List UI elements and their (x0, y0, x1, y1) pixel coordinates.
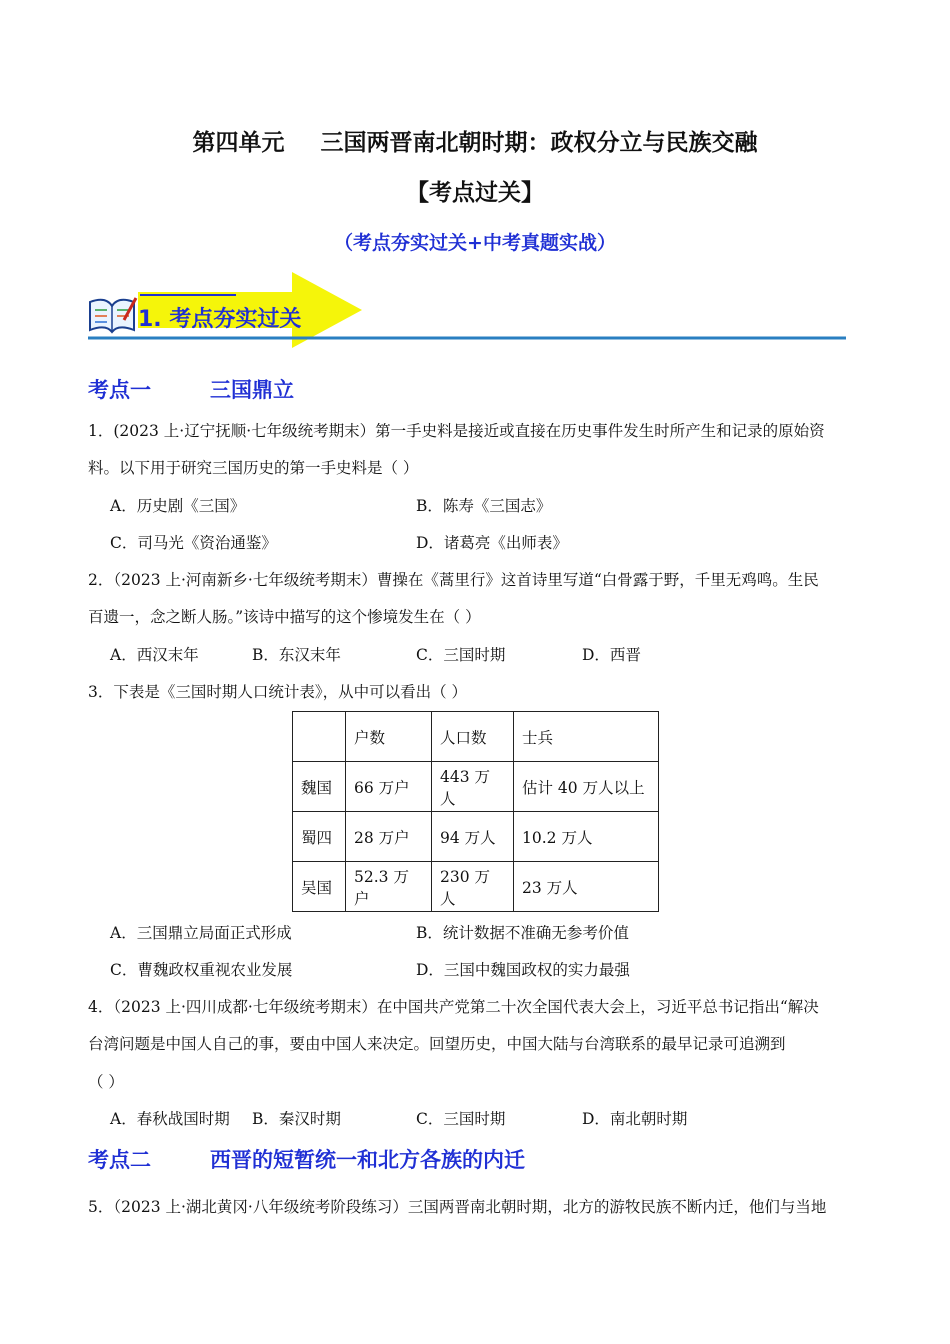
question-2-option-b: B．东汉末年 (252, 646, 341, 664)
question-1-option-a: A．历史剧《三国》 (110, 497, 246, 515)
question-2-option-d: D．西晋 (582, 646, 641, 664)
table-cell: 23 万人 (514, 862, 659, 912)
table-cell: 蜀四 (293, 812, 346, 862)
question-4-option-c: C．三国时期 (416, 1110, 506, 1128)
table-cell: 52.3 万户 (346, 862, 432, 912)
table-cell: 94 万人 (432, 812, 514, 862)
question-1-line-1: 1．(2023 上·辽宁抚顺·七年级统考期末）第一手史料是接近或直接在历史事件发生时所产生和记录的原始资 (88, 422, 825, 440)
table-cell: 魏国 (293, 762, 346, 812)
unit-title: 三国两晋南北朝时期：政权分立与民族交融 (320, 130, 758, 156)
question-4-line-3: （ ） (88, 1073, 124, 1091)
question-2-line-2: 百遗一，念之断人肠。”该诗中描写的这个惨境发生在（ ） (88, 608, 481, 626)
unit-label: 第四单元 (192, 130, 285, 156)
table-row (293, 762, 659, 812)
population-table (292, 711, 659, 912)
question-3-option-c: C．曹魏政权重视农业发展 (110, 961, 293, 979)
table-cell: 28 万户 (346, 812, 432, 862)
question-1-line-2: 料。以下用于研究三国历史的第一手史料是（ ） (88, 459, 419, 477)
question-3-option-d: D．三国中魏国政权的实力最强 (416, 961, 630, 979)
table-header-row (293, 712, 659, 762)
page-subtitle: 【考点过关】 (406, 180, 544, 206)
table-cell: 估计 40 万人以上 (514, 762, 659, 812)
question-2-option-c: C．三国时期 (416, 646, 506, 664)
section-heading-1 (88, 374, 294, 404)
question-4-option-b: B．秦汉时期 (252, 1110, 341, 1128)
table-cell: 66 万户 (346, 762, 432, 812)
table-header-cell: 士兵 (514, 712, 659, 762)
table-header-cell: 户数 (346, 712, 432, 762)
question-3-option-b: B．统计数据不准确无参考价值 (416, 924, 629, 942)
question-4-option-d: D．南北朝时期 (582, 1110, 688, 1128)
table-row (293, 812, 659, 862)
table-cell: 吴国 (293, 862, 346, 912)
section-title: 西晋的短暂统一和北方各族的内迁 (210, 1148, 525, 1172)
question-2-line-1: 2．（2023 上·河南新乡·七年级统考期末）曹操在《蒿里行》这首诗里写道“白骨露于野，千里无鸡鸣。生民 (88, 571, 819, 589)
banner-label: 1. 考点夯实过关 (138, 307, 302, 332)
section-title: 三国鼎立 (210, 378, 294, 402)
question-4-line-2: 台湾问题是中国人自己的事，要由中国人来决定。回望历史，中国大陆与台湾联系的最早记录可追溯到 (88, 1035, 786, 1053)
table-cell: 10.2 万人 (514, 812, 659, 862)
question-1-option-b: B．陈寿《三国志》 (416, 497, 552, 515)
question-1-option-d: D．诸葛亮《出师表》 (416, 534, 568, 552)
table-cell: 443 万人 (432, 762, 514, 812)
table-cell: 230 万人 (432, 862, 514, 912)
question-4-line-1: 4．（2023 上·四川成都·七年级统考期末）在中国共产党第二十次全国代表大会上，习近平总书记指出“解决 (88, 998, 819, 1016)
section-heading-2 (88, 1144, 525, 1174)
question-3-line-1: 3．下表是《三国时期人口统计表》，从中可以看出（ ） (88, 683, 468, 701)
question-1-option-c: C．司马光《资治通鉴》 (110, 534, 277, 552)
page-tagline: （考点夯实过关+中考真题实战） (334, 232, 616, 254)
section-label: 考点二 (88, 1148, 151, 1172)
table-header-cell: 人口数 (432, 712, 514, 762)
section-label: 考点一 (88, 378, 151, 402)
table-row (293, 862, 659, 912)
question-3-option-a: A．三国鼎立局面正式形成 (110, 924, 292, 942)
question-4-option-a: A．春秋战国时期 (110, 1110, 230, 1128)
question-5-line-1: 5．（2023 上·湖北黄冈·八年级统考阶段练习）三国两晋南北朝时期，北方的游牧民族不断内迁，他们与当地 (88, 1198, 827, 1216)
book-pen-icon (90, 298, 136, 332)
page-title (0, 124, 950, 157)
table-header-cell (293, 712, 346, 762)
question-2-option-a: A．西汉末年 (110, 646, 199, 664)
